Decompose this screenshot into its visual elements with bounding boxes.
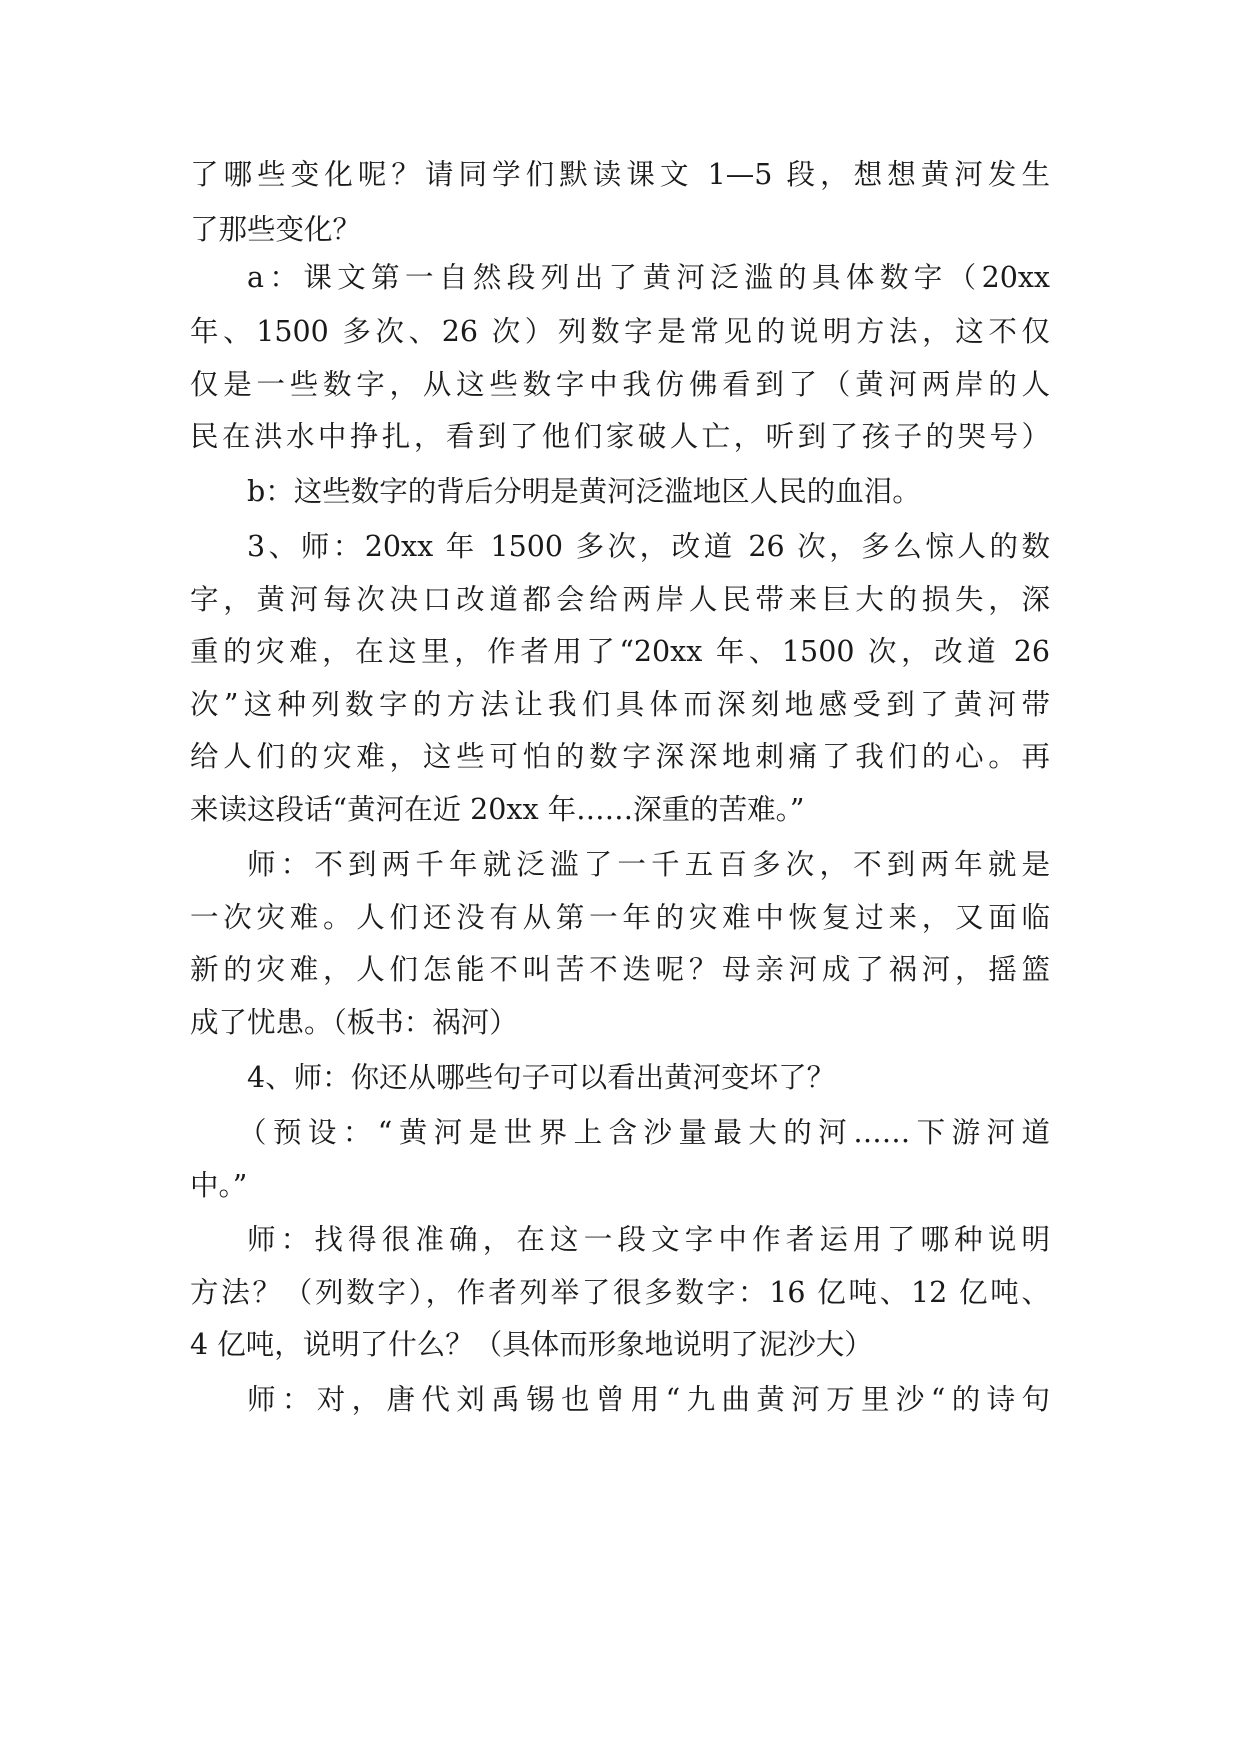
text-line: 来读这段话“黄河在近 20xx 年……深重的苦难。” <box>190 793 805 826</box>
text-line: 4、师：你还从哪些句子可以看出黄河变坏了？ <box>247 1061 836 1094</box>
text-line: 一次灾难。人们还没有从第一年的灾难中恢复过来，又面临 <box>190 901 1050 934</box>
text-line: 4 亿吨，说明了什么？（具体而形象地说明了泥沙大） <box>190 1328 873 1361</box>
text-line: 3、师：20xx 年 1500 多次，改道 26 次，多么惊人的数 <box>247 530 1050 563</box>
text-line: （预设：“黄河是世界上含沙量最大的河……下游河道 <box>238 1116 1050 1149</box>
text-line: b：这些数字的背后分明是黄河泛滥地区人民的血泪。 <box>247 475 921 508</box>
text-line: 次”这种列数字的方法让我们具体而深刻地感受到了黄河带 <box>190 688 1050 721</box>
text-line: 给人们的灾难，这些可怕的数字深深地刺痛了我们的心。再 <box>190 740 1050 773</box>
text-line: 师：不到两千年就泛滥了一千五百多次，不到两年就是 <box>247 848 1050 881</box>
text-line: 方法？（列数字），作者列举了很多数字：16 亿吨、12 亿吨、 <box>190 1276 1050 1309</box>
text-line: 民在洪水中挣扎，看到了他们家破人亡，听到了孩子的哭号） <box>190 420 1050 453</box>
text-line: 了那些变化？ <box>190 213 362 246</box>
text-line: 字，黄河每次决口改道都会给两岸人民带来巨大的损失，深 <box>190 583 1050 616</box>
text-line: 中。” <box>190 1169 248 1202</box>
text-line: 年、1500 多次、26 次）列数字是常见的说明方法，这不仅 <box>190 315 1050 348</box>
text-line: a：课文第一自然段列出了黄河泛滥的具体数字（20xx <box>247 261 1050 294</box>
text-line: 师：对，唐代刘禹锡也曾用“九曲黄河万里沙“的诗句 <box>247 1383 1050 1416</box>
text-line: 师：找得很准确，在这一段文字中作者运用了哪种说明 <box>247 1223 1050 1256</box>
text-line: 仅是一些数字，从这些数字中我仿佛看到了（黄河两岸的人 <box>190 368 1050 401</box>
text-line: 成了忧患。（板书：祸河） <box>190 1006 518 1039</box>
text-line: 重的灾难，在这里，作者用了“20xx 年、1500 次，改道 26 <box>190 635 1050 668</box>
text-line: 新的灾难，人们怎能不叫苦不迭呢？母亲河成了祸河，摇篮 <box>190 953 1050 986</box>
text-line: 了哪些变化呢？请同学们默读课文 1—5 段，想想黄河发生 <box>190 158 1050 191</box>
